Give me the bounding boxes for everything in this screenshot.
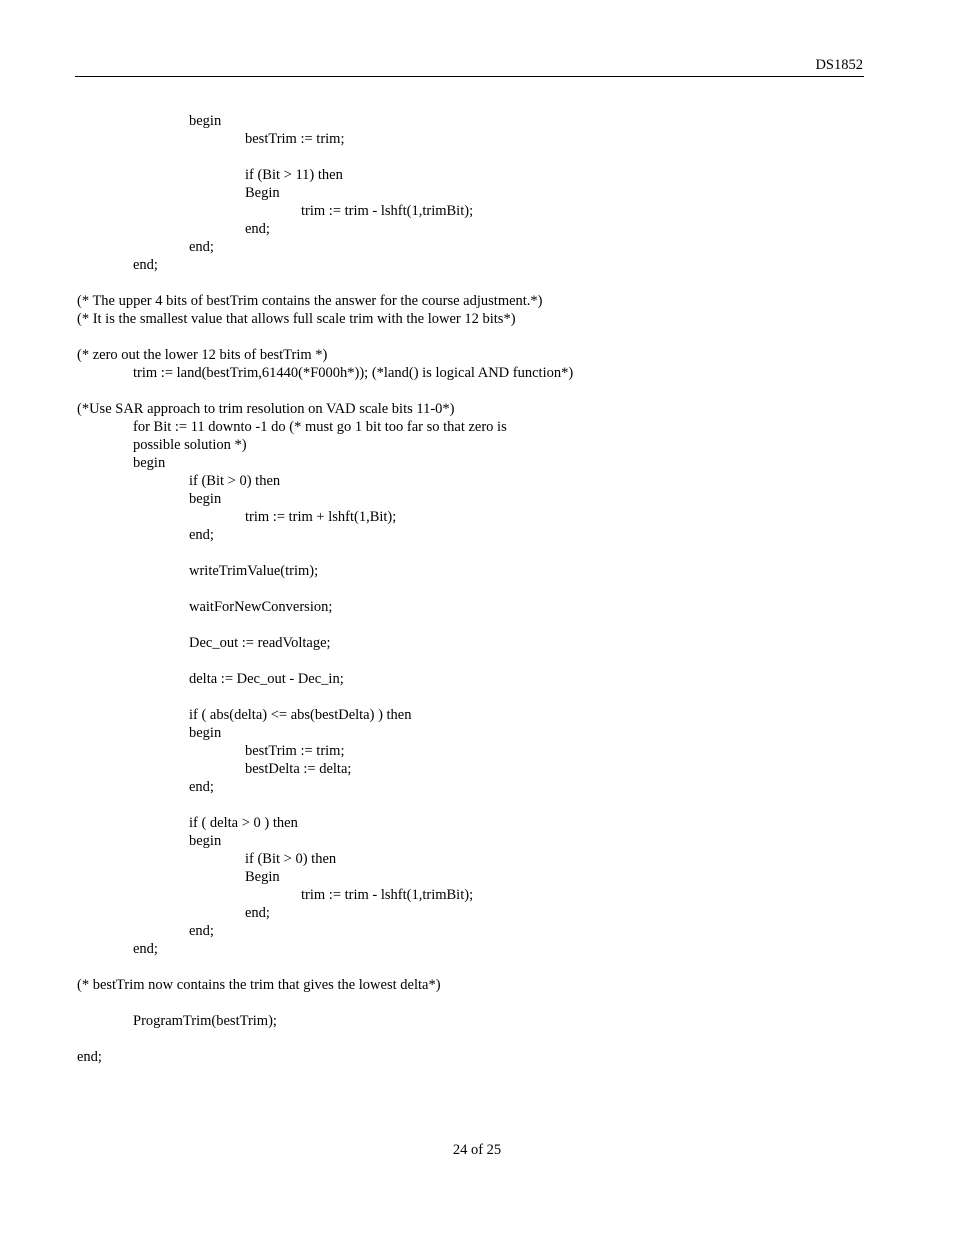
page-number: 24 of 25 xyxy=(452,1142,502,1158)
code-line: begin xyxy=(189,833,222,849)
code-line: end; xyxy=(133,941,158,957)
code-line: end; xyxy=(133,257,158,273)
code-line: begin xyxy=(189,491,222,507)
code-line: writeTrimValue(trim); xyxy=(189,563,319,579)
code-line: end; xyxy=(245,905,270,921)
blank-line xyxy=(77,796,877,814)
blank-line xyxy=(77,688,877,706)
blank-line xyxy=(77,616,877,634)
blank-line xyxy=(77,994,877,1012)
code-line: if (Bit > 0) then xyxy=(189,473,281,489)
code-line: possible solution *) xyxy=(133,437,247,453)
code-line: begin xyxy=(189,725,222,741)
code-line: if ( abs(delta) <= abs(bestDelta) ) then xyxy=(189,707,412,723)
blank-line xyxy=(77,148,877,166)
code-line: trim := trim - lshft(1,trimBit); xyxy=(301,203,474,219)
code-line: bestTrim := trim; xyxy=(245,743,345,759)
code-line: delta := Dec_out - Dec_in; xyxy=(189,671,344,687)
blank-line xyxy=(77,274,877,292)
blank-line xyxy=(77,958,877,976)
code-line: (* The upper 4 bits of bestTrim contains the answer for the course adjustment.*) xyxy=(77,293,543,309)
blank-line xyxy=(77,1030,877,1048)
code-line: if (Bit > 11) then xyxy=(245,167,343,183)
code-line: (*Use SAR approach to trim resolution on VAD scale bits 11-0*) xyxy=(77,401,455,417)
code-line: end; xyxy=(77,1049,102,1065)
blank-line xyxy=(77,652,877,670)
code-line: (* zero out the lower 12 bits of bestTrim *) xyxy=(77,347,328,363)
code-line: if ( delta > 0 ) then xyxy=(189,815,298,831)
code-line: trim := land(bestTrim,61440(*F000h*)); (*land() is logical AND function*) xyxy=(133,365,574,381)
code-line: end; xyxy=(189,779,214,795)
code-line: end; xyxy=(189,239,214,255)
code-line: begin xyxy=(189,113,222,129)
code-line: trim := trim - lshft(1,trimBit); xyxy=(301,887,474,903)
code-line: for Bit := 11 downto -1 do (* must go 1 bit too far so that zero is xyxy=(133,419,507,435)
code-line: (* It is the smallest value that allows full scale trim with the lower 12 bits*) xyxy=(77,311,516,327)
blank-line xyxy=(77,544,877,562)
code-line: bestDelta := delta; xyxy=(245,761,352,777)
code-line: end; xyxy=(189,527,214,543)
document-id-header: DS1852 xyxy=(815,57,863,73)
code-listing xyxy=(77,112,877,1066)
code-line: if (Bit > 0) then xyxy=(245,851,337,867)
blank-line xyxy=(77,580,877,598)
code-line: (* bestTrim now contains the trim that gives the lowest delta*) xyxy=(77,977,441,993)
code-line: Begin xyxy=(245,869,280,885)
code-line: bestTrim := trim; xyxy=(245,131,345,147)
blank-line xyxy=(77,328,877,346)
header-divider xyxy=(75,76,864,77)
code-line: waitForNewConversion; xyxy=(189,599,333,615)
code-line: Dec_out := readVoltage; xyxy=(189,635,331,651)
code-line: end; xyxy=(245,221,270,237)
blank-line xyxy=(77,382,877,400)
code-line: Begin xyxy=(245,185,280,201)
code-line: end; xyxy=(189,923,214,939)
code-line: begin xyxy=(133,455,166,471)
code-line: ProgramTrim(bestTrim); xyxy=(133,1013,277,1029)
code-line: trim := trim + lshft(1,Bit); xyxy=(245,509,397,525)
